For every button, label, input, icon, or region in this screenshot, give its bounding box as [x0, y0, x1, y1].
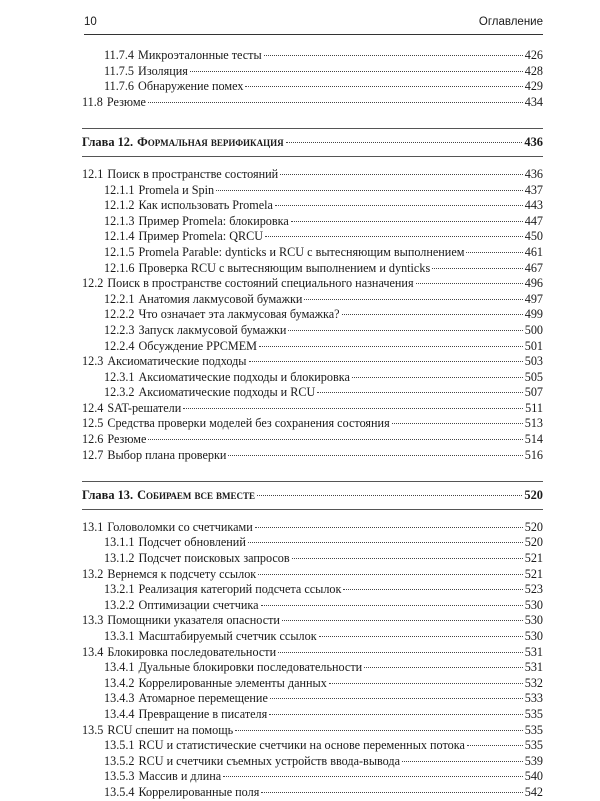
- dot-leader: [183, 408, 523, 409]
- toc-entry-number: 13.2: [82, 566, 104, 581]
- toc-entry-number: 12.3.1: [104, 369, 135, 384]
- toc-entry: [82, 448, 543, 464]
- toc-entry-page: 443: [524, 198, 543, 213]
- toc-entry-page: 505: [524, 369, 543, 384]
- toc-entry: [82, 629, 543, 645]
- toc-entry-title: Выбор плана проверки: [107, 447, 227, 462]
- dot-leader: [245, 86, 522, 87]
- toc-entry: [82, 276, 543, 292]
- dot-leader: [280, 174, 523, 175]
- toc-entry-title: Массив и длина: [138, 769, 222, 784]
- toc-entry-number: 13.5.4: [104, 784, 135, 799]
- toc-entry: [82, 292, 543, 308]
- toc-entry: [82, 354, 543, 370]
- toc-entry-page: 539: [524, 753, 543, 768]
- dot-leader: [249, 361, 523, 362]
- toc-entry: [82, 551, 543, 567]
- dot-leader: [228, 455, 522, 456]
- toc-entry-page: 511: [525, 400, 543, 415]
- toc-entry-number: 13.2.2: [104, 597, 135, 612]
- dot-leader: [329, 683, 523, 684]
- chapter-block: [82, 482, 543, 509]
- toc-entry-number: 11.7.4: [104, 48, 135, 62]
- toc-entry-number: 12.6: [82, 432, 104, 447]
- toc-entry-number: 12.1.4: [104, 229, 135, 244]
- toc-entry-title: Promela и Spin: [138, 182, 215, 197]
- toc-entry: [82, 754, 543, 770]
- toc-entry: [82, 307, 543, 323]
- dot-leader: [148, 102, 523, 103]
- toc-entry-page: 533: [524, 691, 543, 706]
- dot-leader: [319, 636, 523, 637]
- page-number: 10: [84, 16, 97, 28]
- toc-entry: [82, 416, 543, 432]
- toc-entry-title: Запуск лакмусовой бумажки: [138, 322, 287, 337]
- toc-entry-title: Поиск в пространстве состояний: [107, 166, 279, 181]
- toc-entry-page: 531: [524, 644, 543, 659]
- toc-entry-number: 12.2.2: [104, 307, 135, 322]
- dot-leader: [282, 620, 523, 621]
- dot-leader: [292, 558, 523, 559]
- toc-entry-number: 12.4: [82, 400, 104, 415]
- dot-leader: [258, 574, 523, 575]
- dot-leader: [257, 495, 522, 496]
- toc-entry: [82, 785, 543, 801]
- toc-entry: [82, 229, 543, 245]
- toc-entry-page: 507: [524, 385, 543, 400]
- dot-leader: [291, 221, 523, 222]
- toc-entry-page: 520: [524, 535, 543, 550]
- toc-entry-page: 461: [524, 244, 543, 259]
- toc-entry-number: 13.1: [82, 519, 104, 534]
- toc-entry-page: 535: [524, 722, 543, 737]
- toc-entry-number: 12.3.2: [104, 385, 135, 400]
- toc-entry-title: Аксиоматические подходы и блокировка: [138, 369, 350, 384]
- toc-entry-page: 499: [524, 307, 543, 322]
- toc-entry-title: Оптимизации счетчика: [138, 597, 259, 612]
- toc-entry-title: Подсчет поисковых запросов: [138, 551, 290, 566]
- toc-entry-title: Аксиоматические подходы и RCU: [138, 385, 316, 400]
- toc-entry-title: SAT-решатели: [107, 400, 182, 415]
- dot-leader: [255, 527, 523, 528]
- dot-leader: [190, 71, 523, 72]
- toc-entry-title: Превращение в писателя: [138, 706, 268, 721]
- dot-leader: [264, 55, 523, 56]
- toc-entry-number: 13.4.3: [104, 691, 135, 706]
- dot-leader: [235, 730, 523, 731]
- dot-leader: [343, 589, 522, 590]
- toc-entry-title: Коррелированные элементы данных: [138, 675, 327, 690]
- dot-leader: [261, 792, 522, 793]
- toc-entry-number: 12.1.5: [104, 244, 135, 259]
- toc-entry-number: 13.3.1: [104, 629, 135, 643]
- toc-entry-title: Promela Parable: dynticks и RCU с вытесняющим выполнением: [138, 244, 465, 259]
- dot-leader: [416, 283, 523, 284]
- toc-entry-number: 13.5: [82, 722, 104, 737]
- toc-entry-title: Пример Promela: блокировка: [138, 213, 289, 228]
- toc-entry-page: 447: [524, 213, 543, 228]
- toc-entry-page: 520: [524, 488, 543, 503]
- toc-entry: [82, 738, 543, 754]
- dot-leader: [342, 314, 523, 315]
- toc-entry-number: 13.4.1: [104, 660, 135, 675]
- toc-entry-title: Аксиоматические подходы: [107, 354, 247, 369]
- toc-entry-number: 13.5.2: [104, 753, 135, 768]
- toc-entry-number: 11.7.6: [104, 79, 135, 94]
- toc-entry: [82, 245, 543, 261]
- toc-entry-title: Резюме: [107, 432, 147, 447]
- toc-entry-page: 500: [524, 322, 543, 337]
- dot-leader: [304, 299, 522, 300]
- toc-entry: [82, 723, 543, 739]
- toc-entry-page: 516: [524, 447, 543, 462]
- toc-entry-title: Реализация категорий подсчета ссылок: [138, 582, 342, 597]
- toc-entry-number: 12.1.1: [104, 182, 135, 197]
- toc-entry-page: 503: [524, 354, 543, 369]
- toc-entry: [82, 167, 543, 183]
- toc-entry-page: 540: [524, 769, 543, 784]
- dot-leader: [223, 776, 523, 777]
- dot-leader: [261, 605, 523, 606]
- toc-entry-title: RCU спешит на помощь: [107, 722, 234, 737]
- toc-entry-page: 450: [524, 229, 543, 244]
- toc-entry-page: 531: [524, 660, 543, 675]
- running-title: Оглавление: [478, 16, 543, 28]
- toc-entry-page: 521: [524, 551, 543, 566]
- toc-entry-page: 497: [524, 291, 543, 306]
- toc-entry-title: Коррелированные поля: [138, 784, 260, 799]
- toc-entry: [82, 535, 543, 551]
- toc-entry-number: 12.3: [82, 354, 104, 369]
- dot-leader: [265, 236, 523, 237]
- toc-entry-number: 13.5.1: [104, 738, 135, 753]
- toc-entry: [82, 691, 543, 707]
- toc-entry: [82, 198, 543, 214]
- toc-entry: [82, 64, 543, 80]
- toc-entry-page: 501: [524, 338, 543, 353]
- toc-entry: [82, 645, 543, 661]
- header-rule: [84, 34, 543, 35]
- dot-leader: [286, 142, 523, 143]
- toc-entry-number: 13.2.1: [104, 582, 135, 597]
- toc-entry: [82, 385, 543, 401]
- toc-entry-title: Как использовать Promela: [138, 198, 273, 213]
- toc-entry-number: 12.2.4: [104, 338, 135, 353]
- toc-entry-number: Глава 12.: [82, 135, 134, 150]
- toc-entry-number: 12.1.2: [104, 198, 135, 213]
- toc-entry: [82, 183, 543, 199]
- toc-entry-number: 12.2.3: [104, 322, 135, 337]
- chapter-block: [82, 129, 543, 156]
- toc-entry: [82, 432, 543, 448]
- toc-entry-title: Формальная верификация: [137, 135, 284, 150]
- toc-entry-page: 428: [524, 63, 543, 78]
- toc-entry: [82, 339, 543, 355]
- toc-entry-title: RCU и статистические счетчики на основе переменных потока: [138, 738, 465, 753]
- toc-entry-title: Обнаружение помех: [138, 79, 244, 94]
- toc-entry: [82, 598, 543, 614]
- dot-leader: [364, 667, 523, 668]
- toc-entry: [82, 707, 543, 723]
- toc-entry-title: Микроэталонные тесты: [138, 48, 262, 62]
- toc-entry-page: 436: [524, 166, 543, 181]
- toc-entry-page: 513: [524, 416, 543, 431]
- dot-leader: [352, 377, 523, 378]
- dot-leader: [248, 542, 523, 543]
- toc-entry-title: Анатомия лакмусовой бумажки: [138, 291, 303, 306]
- toc-entry-title: Собираем все вместе: [137, 488, 256, 503]
- toc-entry-number: 13.4: [82, 644, 104, 659]
- toc-entry-page: 467: [524, 260, 543, 275]
- dot-leader: [270, 698, 523, 699]
- toc-entry-title: Вернемся к подсчету ссылок: [107, 566, 257, 581]
- toc-chapter-entry: [82, 135, 543, 151]
- toc-entry-number: 12.2: [82, 276, 104, 291]
- toc-entry-page: 521: [524, 566, 543, 581]
- dot-leader: [288, 330, 522, 331]
- toc-entry-page: 535: [524, 738, 543, 753]
- toc-entry-title: Подсчет обновлений: [138, 535, 246, 550]
- toc-entry-number: 12.2.1: [104, 291, 135, 306]
- toc-entry: [82, 370, 543, 386]
- toc-entry-page: 530: [524, 629, 543, 643]
- dot-leader: [432, 268, 523, 269]
- toc-entry-page: 436: [524, 135, 543, 150]
- toc-entry-page: 520: [524, 519, 543, 534]
- toc-entry: [82, 520, 543, 536]
- toc-entry-page: 532: [524, 675, 543, 690]
- toc-entry: [82, 95, 543, 111]
- toc-entry-title: Дуальные блокировки последовательности: [138, 660, 363, 675]
- toc-entry: [82, 48, 543, 64]
- dot-leader: [259, 346, 523, 347]
- toc-entry: [82, 660, 543, 676]
- toc-entry-title: Резюме: [106, 94, 146, 109]
- toc-entry-number: 13.1.2: [104, 551, 135, 566]
- toc-entry-page: 542: [524, 784, 543, 799]
- running-header: [84, 14, 543, 34]
- toc-entry-number: 12.1.3: [104, 213, 135, 228]
- toc-entry-title: Проверка RCU с вытесняющим выполнением и dynticks: [138, 260, 431, 275]
- dot-leader: [148, 439, 522, 440]
- dot-leader: [466, 252, 522, 253]
- toc-entry-page: 434: [524, 94, 543, 109]
- toc-entry: [82, 769, 543, 785]
- toc-entry-title: Головоломки со счетчиками: [107, 519, 253, 534]
- toc-entry: [82, 79, 543, 95]
- toc-entry-number: 13.1.1: [104, 535, 135, 550]
- toc-entry-page: 496: [524, 276, 543, 291]
- dot-leader: [402, 761, 523, 762]
- toc-entry-number: 11.7.5: [104, 63, 135, 78]
- toc-entry-number: 11.8: [82, 94, 103, 109]
- toc-entry-title: Обсуждение PPCMEM: [138, 338, 257, 353]
- toc-entry-title: Поиск в пространстве состояний специального назначения: [107, 276, 414, 291]
- toc-entry-page: 530: [524, 613, 543, 628]
- toc-entry: [82, 613, 543, 629]
- toc-entry: [82, 401, 543, 417]
- dot-leader: [278, 652, 523, 653]
- toc-entry-page: 535: [524, 706, 543, 721]
- toc-entry-title: Что означает эта лакмусовая бумажка?: [138, 307, 340, 322]
- toc-entry-title: Атомарное перемещение: [138, 691, 268, 706]
- toc-entry-title: Масштабируемый счетчик ссылок: [138, 629, 317, 643]
- dot-leader: [392, 423, 523, 424]
- toc-entry-title: Блокировка последовательности: [107, 644, 277, 659]
- toc-entry: [82, 323, 543, 339]
- toc-entry-page: 530: [524, 597, 543, 612]
- toc-entry-number: Глава 13.: [82, 488, 134, 503]
- dot-leader: [275, 205, 523, 206]
- toc-entry-page: 426: [524, 48, 543, 62]
- table-of-contents: [82, 48, 543, 801]
- toc-entry-title: RCU и счетчики съемных устройств ввода-вывода: [138, 753, 401, 768]
- dot-leader: [317, 392, 522, 393]
- dot-leader: [467, 745, 523, 746]
- toc-entry-number: 12.7: [82, 447, 104, 462]
- toc-entry-number: 13.5.3: [104, 769, 135, 784]
- toc-entry-page: 429: [524, 79, 543, 94]
- toc-entry-number: 12.1.6: [104, 260, 135, 275]
- toc-entry-title: Помощники указателя опасности: [107, 613, 280, 628]
- toc-entry-number: 12.1: [82, 166, 104, 181]
- dot-leader: [269, 714, 522, 715]
- toc-entry-number: 13.4.2: [104, 675, 135, 690]
- toc-entry-number: 13.4.4: [104, 706, 135, 721]
- toc-entry-title: Средства проверки моделей без сохранения состояния: [107, 416, 390, 431]
- toc-entry-title: Изоляция: [138, 63, 188, 78]
- toc-entry-number: 12.5: [82, 416, 104, 431]
- toc-entry-page: 523: [524, 582, 543, 597]
- toc-entry: [82, 676, 543, 692]
- toc-entry: [82, 214, 543, 230]
- toc-entry-title: Пример Promela: QRCU: [138, 229, 264, 244]
- toc-entry-page: 514: [524, 432, 543, 447]
- toc-entry-number: 13.3: [82, 613, 104, 628]
- dot-leader: [216, 190, 523, 191]
- toc-entry: [82, 582, 543, 598]
- toc-entry-page: 437: [524, 182, 543, 197]
- toc-entry: [82, 261, 543, 277]
- toc-chapter-entry: [82, 488, 543, 504]
- toc-entry: [82, 567, 543, 583]
